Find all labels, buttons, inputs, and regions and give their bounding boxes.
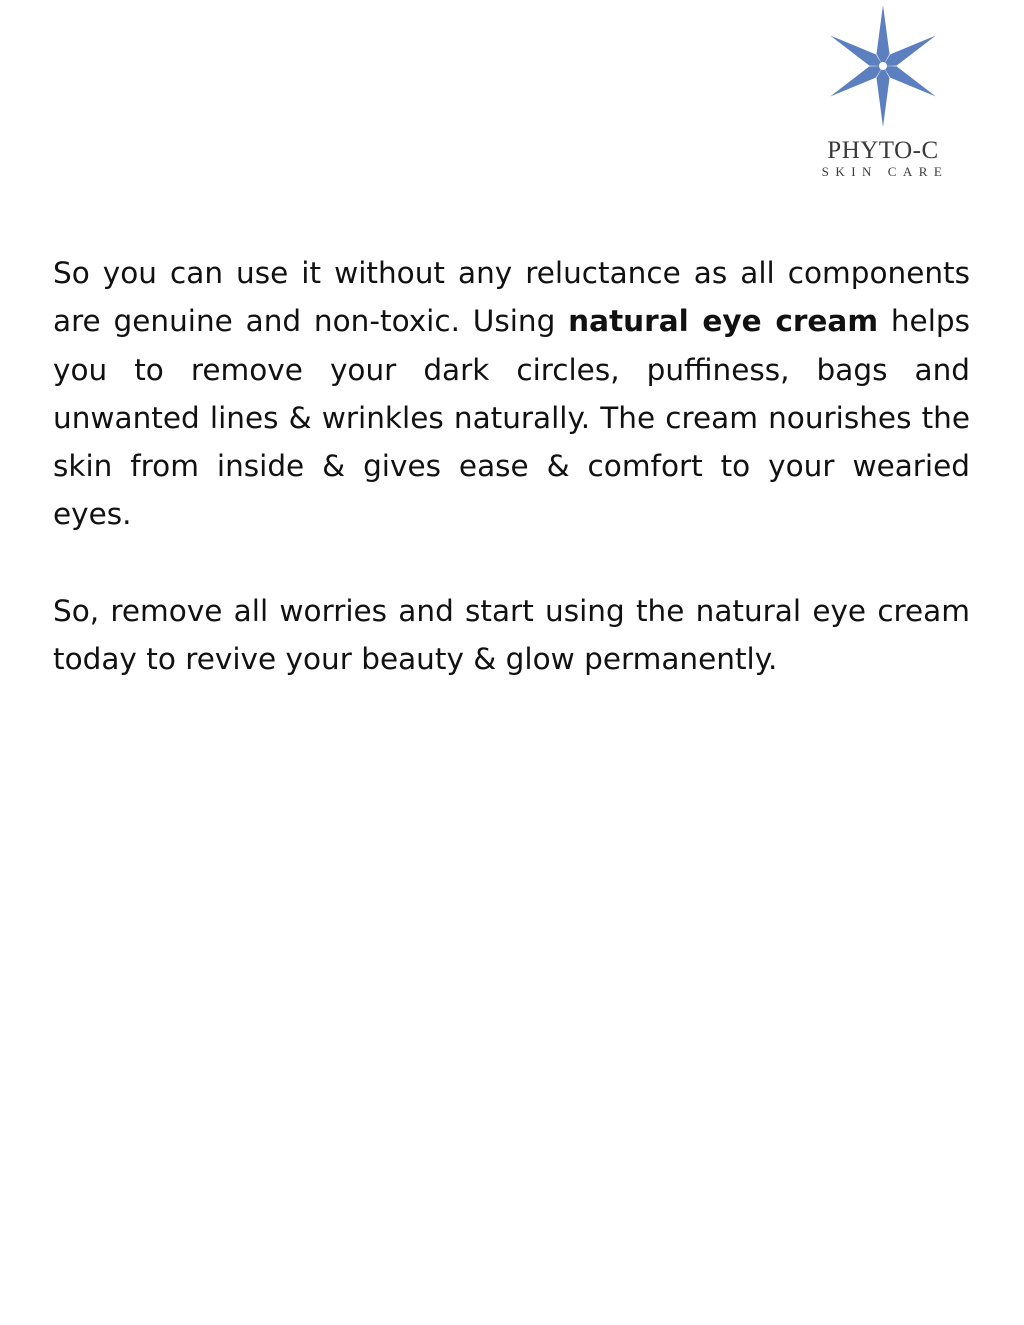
paragraph-1-emphasis: natural eye cream <box>568 304 879 339</box>
brand-logo <box>812 0 954 190</box>
paragraph-2: So, remove all worries and start using the natural eye cream today to revive your beauty & glow permanently. <box>53 594 970 677</box>
six-pointed-star-icon <box>821 0 945 132</box>
paragraph-1 <box>53 249 970 539</box>
brand-tagline: SKIN CARE <box>821 164 949 179</box>
paragraph-1-text-b: helps you to remove your dark circles, puffiness, bags and unwanted lines & wrinkles naturally. The cream nourishes the skin from inside & gives ease & comfort to your wearied eyes. <box>53 304 971 532</box>
paragraph-1-text-a: So you can use it without any reluctance as all components are genuine and non-toxic. Using <box>53 256 970 339</box>
brand-name: PHYTO-C <box>827 137 939 164</box>
body-text <box>53 249 970 684</box>
